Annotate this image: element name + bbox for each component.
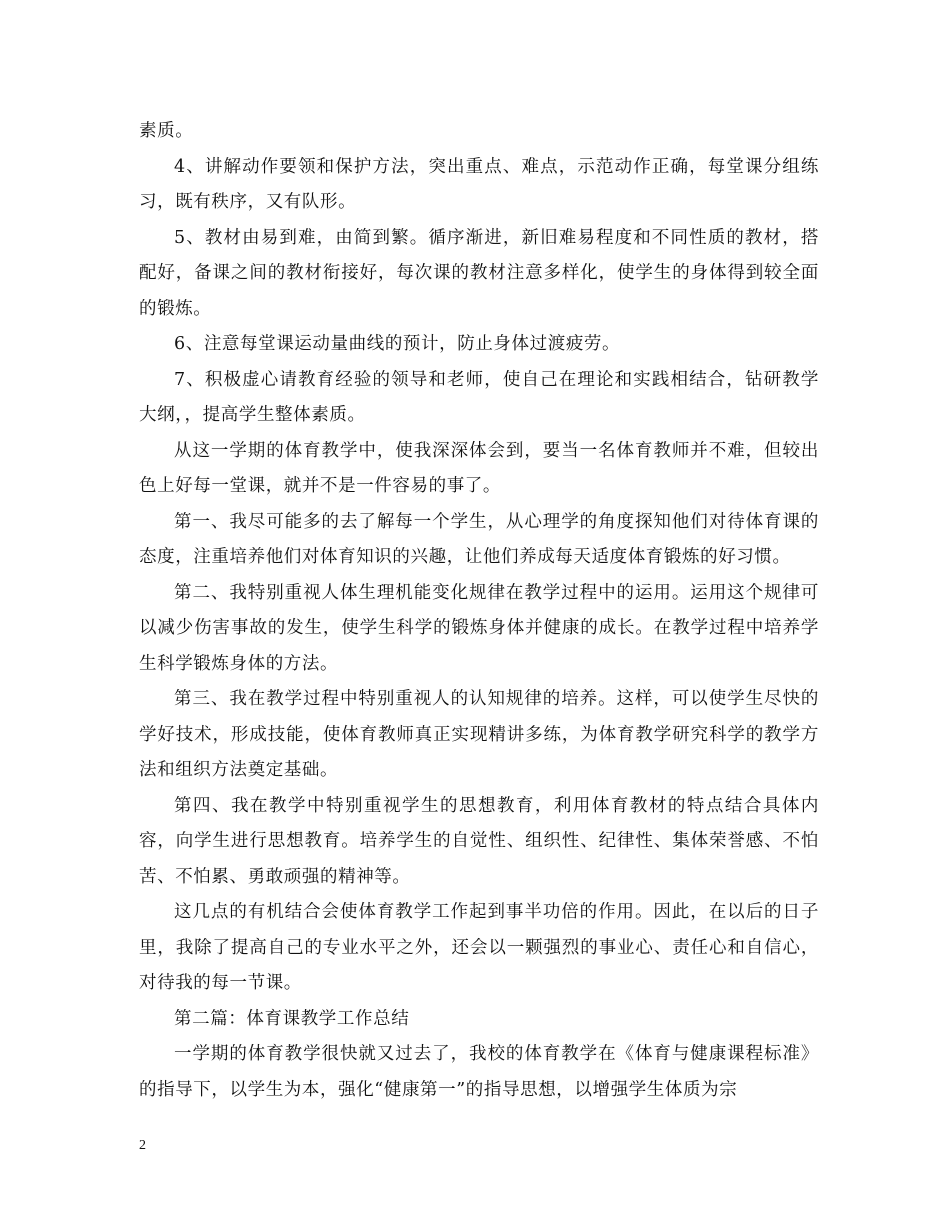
paragraph-first-point: 第一、我尽可能多的去了解每一个学生，从心理学的角度探知他们对待体育课的态度，注重培养他们对体育知识的兴趣，让他们养成每天适度体育锻炼的好习惯。: [139, 511, 819, 567]
paragraph-second-point: 第二、我特别重视人体生理机能变化规律在教学过程中的运用。运用这个规律可以减少伤害事故的发生，使学生科学的锻炼身体并健康的成长。在教学过程中培养学生科学锻炼身体的方法。: [139, 582, 819, 674]
paragraph-conclusion: 这几点的有机结合会使体育教学工作起到事半功倍的作用。因此，在以后的日子里，我除了提高自己的专业水平之外，还会以一颗强烈的事业心、责任心和自信心，对待我的每一节课。: [139, 902, 819, 993]
paragraph-continuation: 素质。: [139, 121, 194, 141]
paragraph-item-7: 7、积极虚心请教育经验的领导和老师，使自己在理论和实践相结合，钻研教学大纲，，提高学生整体素质。: [139, 369, 819, 425]
paragraph-third-point: 第三、我在教学过程中特别重视人的认知规律的培养。这样，可以使学生尽快的学好技术，形成技能，使体育教师真正实现精讲多练，为体育教学研究科学的教学方法和组织方法奠定基础。: [139, 689, 819, 780]
paragraph-fourth-point: 第四、我在教学中特别重视学生的思想教育，利用体育教材的特点结合具体内容，向学生进行思想教育。培养学生的自觉性、组织性、纪律性、集体荣誉感、不怕苦、不怕累、勇敢顽强的精神等。: [139, 795, 819, 887]
section-heading: 第二篇：体育课教学工作总结: [174, 1008, 410, 1029]
paragraph-item-5: 5、教材由易到难，由简到繁。循序渐进，新旧难易程度和不同性质的教材，搭配好，备课之间的教材衔接好，每次课的教材注意多样化，使学生的身体得到较全面的锻炼。: [139, 227, 819, 319]
paragraph-section-intro: 一学期的体育教学很快就又过去了，我校的体育教学在《体育与健康课程标准》的指导下，以学生为本，强化“健康第一”的指导思想，以增强学生体质为宗: [139, 1044, 819, 1100]
paragraph-item-4: 4、讲解动作要领和保护方法，突出重点、难点，示范动作正确，每堂课分组练习，既有秩序，又有队形。: [139, 156, 819, 212]
document-body: [139, 114, 819, 1108]
paragraph-reflection: 从这一学期的体育教学中，使我深深体会到，要当一名体育教师并不难，但较出色上好每一堂课，就并不是一件容易的事了。: [139, 440, 819, 496]
paragraph-item-6: 6、注意每堂课运动量曲线的预计，防止身体过渡疲劳。: [174, 334, 621, 354]
page-number: 2: [139, 1138, 146, 1153]
